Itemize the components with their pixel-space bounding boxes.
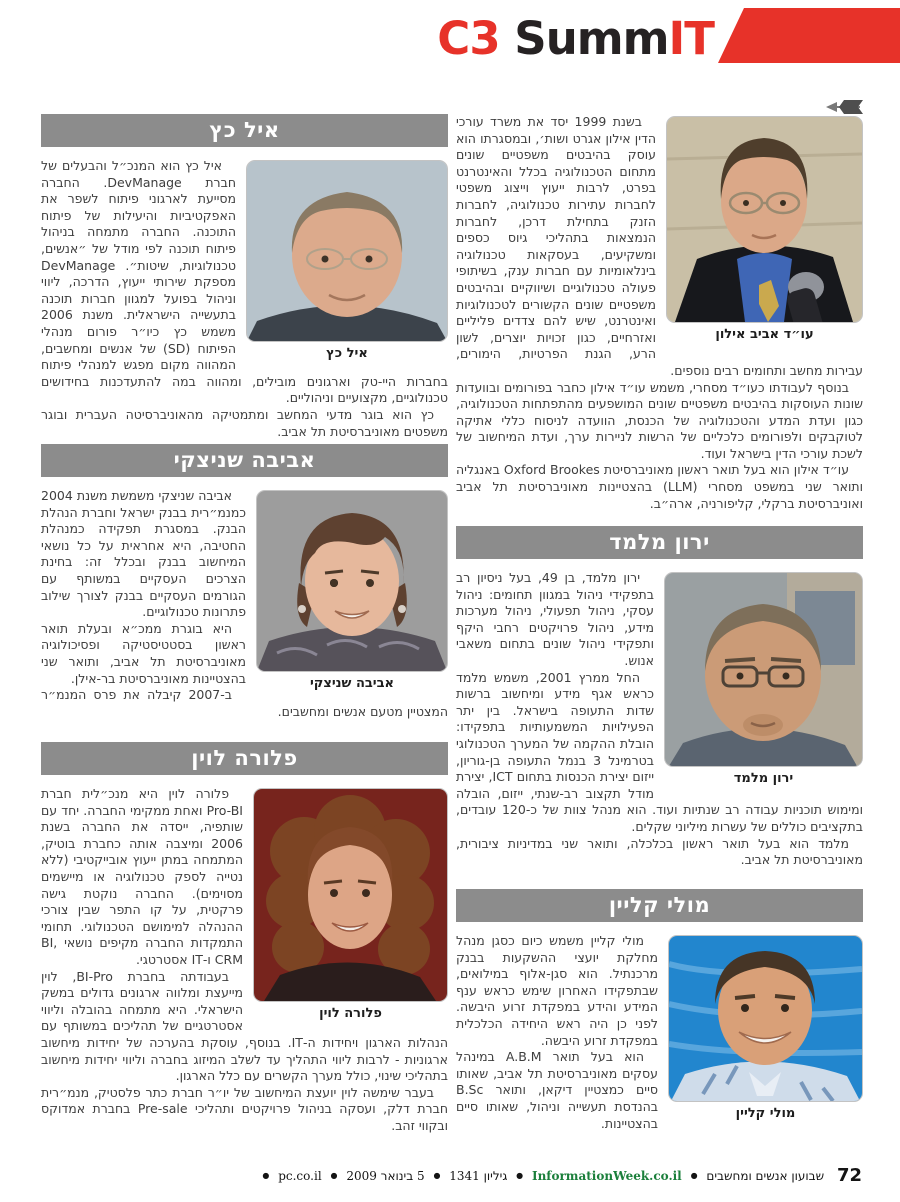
paragraph: פלורה לוין היא מנכ״לית חברת Pro-BI ואחת ממקימי החברה. יחד עם שותפיה, ייסדה את החברה בשנת 2006 ומיצבה אותה כחברת בוטיק, המתמחה במתן ייעוץ אובייקטיבי (ללא נטייה לספק טכנולוגיה או מיישמים מסוימים). החברה נוקטת גישה פרקטית, על קו התפר שבין צורכי ההנהלה למימושם הטכנולוגי. תחומי התמקדות החברה מקיפים נושאי BI, CRM ו-IT אסטרטגי. (41, 786, 243, 967)
photo-caption: אביבה שניצקי (309, 676, 395, 691)
footer-date: 5 בינואר 2009 (346, 1169, 425, 1183)
portrait-muli-klein (668, 935, 863, 1123)
profile-section-flora-levin (41, 742, 448, 1134)
paragraph: איל כץ הוא המנכ״ל והבעלים של חברת DevManage. החברה מסייעת לארגוני פיתוח לשפר את האפקטיביות והיעילות של פיתוח התוכנה. החברה מתמחה בניהול פיתוח תוכנה לפי מודל של ״אנשים, טכנולוגיות, שיטות״. DevManage מספקת שירותי ייעוץ, הדרכה, ליווי וניהול בפועל למגוון חברות תוכנה בתעשייה הישראלית. משנת 2006 משמש כץ כיו״ר פורום מנהלי הפיתוח (SD) של אנשים ומחשבים, המהווה מקום מפגש למנהלי פיתוח בחברות היי-טק וארגונים מובילים, ומהווה במה להתעדכנות בחידושים טכנולוגיים, מקצועיים וניהוליים. (41, 158, 448, 406)
red-banner (718, 8, 900, 63)
footer (38, 1165, 862, 1186)
footer-site-link[interactable]: InformationWeek.co.il (531, 1169, 682, 1183)
profile-section-aviv-eilon (456, 114, 863, 526)
paragraph: ב-2007 קיבלה את פרס המנמ״ר המצטיין מטעם אנשים ומחשבים. (41, 687, 448, 719)
logo-it: IT (668, 12, 714, 65)
paragraph: בעבר שימשה לוין יועצת המיחשוב של יו״ר חברת כתר פלסטיק, מנמ״רית חברת דלק, ועסקה בניהול פרויקטים ותהליכי Pre-sale בחברת אמדוקס ובקווי זהב. (41, 1084, 448, 1133)
profile-section-aviva-shnitzki (41, 444, 448, 742)
photo-eyal-katz (246, 160, 448, 342)
profile-section-muli-klein (456, 889, 863, 1132)
portrait-flora-levin (253, 788, 448, 1023)
section-header-aviva-shnitzki: אביבה שניצקי (41, 444, 448, 477)
photo-caption: מולי קליין (735, 1106, 796, 1121)
photo-flora-levin (253, 788, 448, 1002)
paragraph: בשנת 1999 יסד את משרד עורכי הדין אילון אגרט ושות׳, ובמסגרתו הוא עוסק בהיבטים משפטיים שונים מתחום הטכנולוגיה בכלל והאינטרנט בפרט, לרבות ייעוץ וייצוג משפטי לחברות עתירות טכנולוגיה, לחברות הזנק בתחילת דרכן, לחברות הנמצאות בתהליכי גיוס כספים ומשקיעים, בעסקאות טכנולוגיה בינלאומיות עם חברות ענק, בשיתופי פעולה טכנולוגיים ושיווקיים ובהיבטים משפטיים שונים הקשורים לטכנולוגיות ואינטרנט, שיש להם צדדים פליליים ואזרחיים, כגון זכויות יוצרים, לשון הרע, הגנת הפרטיות, הימורים, עבירות מחשב ותחומים רבים נוספים. (456, 114, 863, 378)
profile-section-yaron-melamed (456, 526, 863, 889)
photo-caption: איל כץ (326, 346, 368, 361)
photo-caption: עו״ד אביב אילון (715, 327, 814, 342)
content-columns (41, 114, 863, 1134)
paragraph: היא בוגרת ממכ״א ובעלת תואר ראשון בסטטיסטיקה ופסיכולוגיה מאוניברסיטת תל אביב, ותואר שני בהצטיינות מאוניברסיטת בר-אילן. (41, 620, 246, 686)
section-header-flora-levin: פלורה לוין (41, 742, 448, 775)
photo-caption: ירון מלמד (733, 771, 794, 786)
logo-summ: Summ (499, 12, 669, 65)
portrait-aviv-eilon (666, 116, 863, 344)
paragraph: בנוסף לעבודתו כעו״ד מסחרי, משמש עו״ד אילון כחבר בפורומים ובוועדות שונות העוסקות בהיבטים משפטיים שונים המושפעים מהתפתחות הטכנולוגיה, כגון ועדת המדע והטכנולוגיה של הכנסת, הוועדה לניסוח כללי אתיקה לטוקבקים ולפורומים כלכליים של הרשות לניירות ערך, ועדת המיחשוב של לשכת עורכי הדין בישראל ועוד. (456, 379, 863, 461)
profile-section-eyal-katz (41, 114, 448, 444)
section-header-yaron-melamed: ירון מלמד (456, 526, 863, 559)
paragraph: החל ממרץ 2001, משמש מלמד כראש אגף מידע ומיחשוב ברשות שדות התעופה בישראל. בין יתר הפעילויות המשמעותיות בתפקידו: הובלת ההקמה של המערך הטכנולוגי בטרמינל 3 בנמל התעופה בן-גוריון, ייזום יצירת הכנסות בתחום ICT, יצירת מודל תקצוב רב-שנתי, ייזום, הובלה ומימוש תוכניות עבודה רב שנתיות ועוד. הוא מנהל צוות של כ-120 עובדים, בתקציבים כוללים של עשרות מיליוני שקלים. (456, 669, 863, 834)
photo-yaron-melamed (664, 572, 863, 767)
portrait-yaron-melamed (664, 572, 863, 788)
paragraph: עו״ד אילון הוא בעל תואר ראשון מאוניברסיטת Oxford Brookes באנגליה ותואר שני במשפט מסחרי (LLM) בהצטיינות מאוניברסיטת תל אביב ואוניברסיטת ברקלי, קליפורניה, ארה״ב. (456, 462, 864, 511)
c3-summit-logo (437, 12, 714, 65)
footer-pc-link[interactable]: pc.co.il (278, 1169, 322, 1183)
bullet-separator: ● (516, 1171, 524, 1180)
paragraph: הוא בעל תואר A.B.M במינהל עסקים מאוניברסיטת תל אביב, שאותו סיים כמצטיין דיקאן, ותואר B.Sc בהנדסת תעשייה וניהול, שאותו סיים בהצטיינות. (456, 1049, 658, 1131)
photo-aviva-shnitzki (256, 490, 448, 672)
paragraph: מלמד הוא בעל תואר ראשון בכלכלה, ותואר שני במדיניות ציבורית, מאוניברסיטת תל אביב. (456, 835, 863, 868)
column-right (456, 114, 863, 1134)
portrait-aviva-shnitzki (256, 490, 448, 693)
paragraph: אביבה שניצקי משמשת משנת 2004 כמנמ״רית בבנק ישראל וחברת הנהלת הבנק. במסגרת תפקידה כמנהלת החטיבה, היא אחראית על כל נושאי המיחשוב בבנק ובכלל זה: בחינת הצרכים העסקיים במשותף עם הגורמים העסקיים בבנק לצורך שילוב פתרונות טכנולוגיים. (41, 488, 246, 620)
bullet-separator: ● (262, 1171, 270, 1180)
photo-caption: פלורה לוין (319, 1006, 382, 1021)
column-left (41, 114, 448, 1134)
bullet-separator: ● (433, 1171, 441, 1180)
photo-aviv-eilon (666, 116, 863, 323)
portrait-eyal-katz (246, 160, 448, 363)
photo-muli-klein (668, 935, 863, 1102)
footer-magazine-name: שבועון אנשים ומחשבים (706, 1169, 825, 1183)
paragraph: מולי קליין משמש כיום כסגן מנהל מחלקת יועצי ההשקעות בבנק מרכנתיל. הוא סגן-אלוף במילואים, שבתפקידו האחרון שימש כראש ענף המידע והידע במפקדת זרוע היבשה. לפני כן היה ראש היחידה הכלכלית במפקדת זרוע היבשה. (456, 933, 658, 1048)
paragraph: כץ הוא בוגר מדעי המחשב ומתמטיקה מהאוניברסיטה העברית ובוגר משפטים מאוניברסיטת תל אביב. (41, 406, 448, 439)
paragraph: בעבודתה בחברת BI-Pro, לוין מייעצת ומלווה ארגונים גדולים במשק הישראלי. היא מתמחה בהובלה וליווי אסטרטגיים של תהליכים במשותף עם הנהלות הארגון ויחידות ה-IT. בנוסף, עוסקת בהערכה של יחידות מיחשוב ארגוניות - לרבות ליווי התהליך עד לשלב המיזוג בחברה וליווי יחידות מיחשוב בתהליכי שינוי, כולל מערך הקשרים עם כלל הארגון. (41, 968, 448, 1084)
page-number: 72 (836, 1165, 862, 1186)
footer-issue: גיליון 1341 (449, 1169, 508, 1183)
section-header-eyal-katz: איל כץ (41, 114, 448, 147)
bullet-separator: ● (330, 1171, 338, 1180)
logo-c3: C3 (437, 12, 500, 65)
paragraph: ירון מלמד, בן 49, בעל ניסיון רב בתפקידי ניהול במגוון תחומים: ניהול עסקי, ניהול תפעולי, ניהול מערכות מידע, ניהול פרויקטים רחבי היקף ותפקידי ניהול שונים בתחום משאבי אנוש. (456, 570, 654, 668)
bullet-separator: ● (690, 1171, 698, 1180)
section-header-muli-klein: מולי קליין (456, 889, 863, 922)
